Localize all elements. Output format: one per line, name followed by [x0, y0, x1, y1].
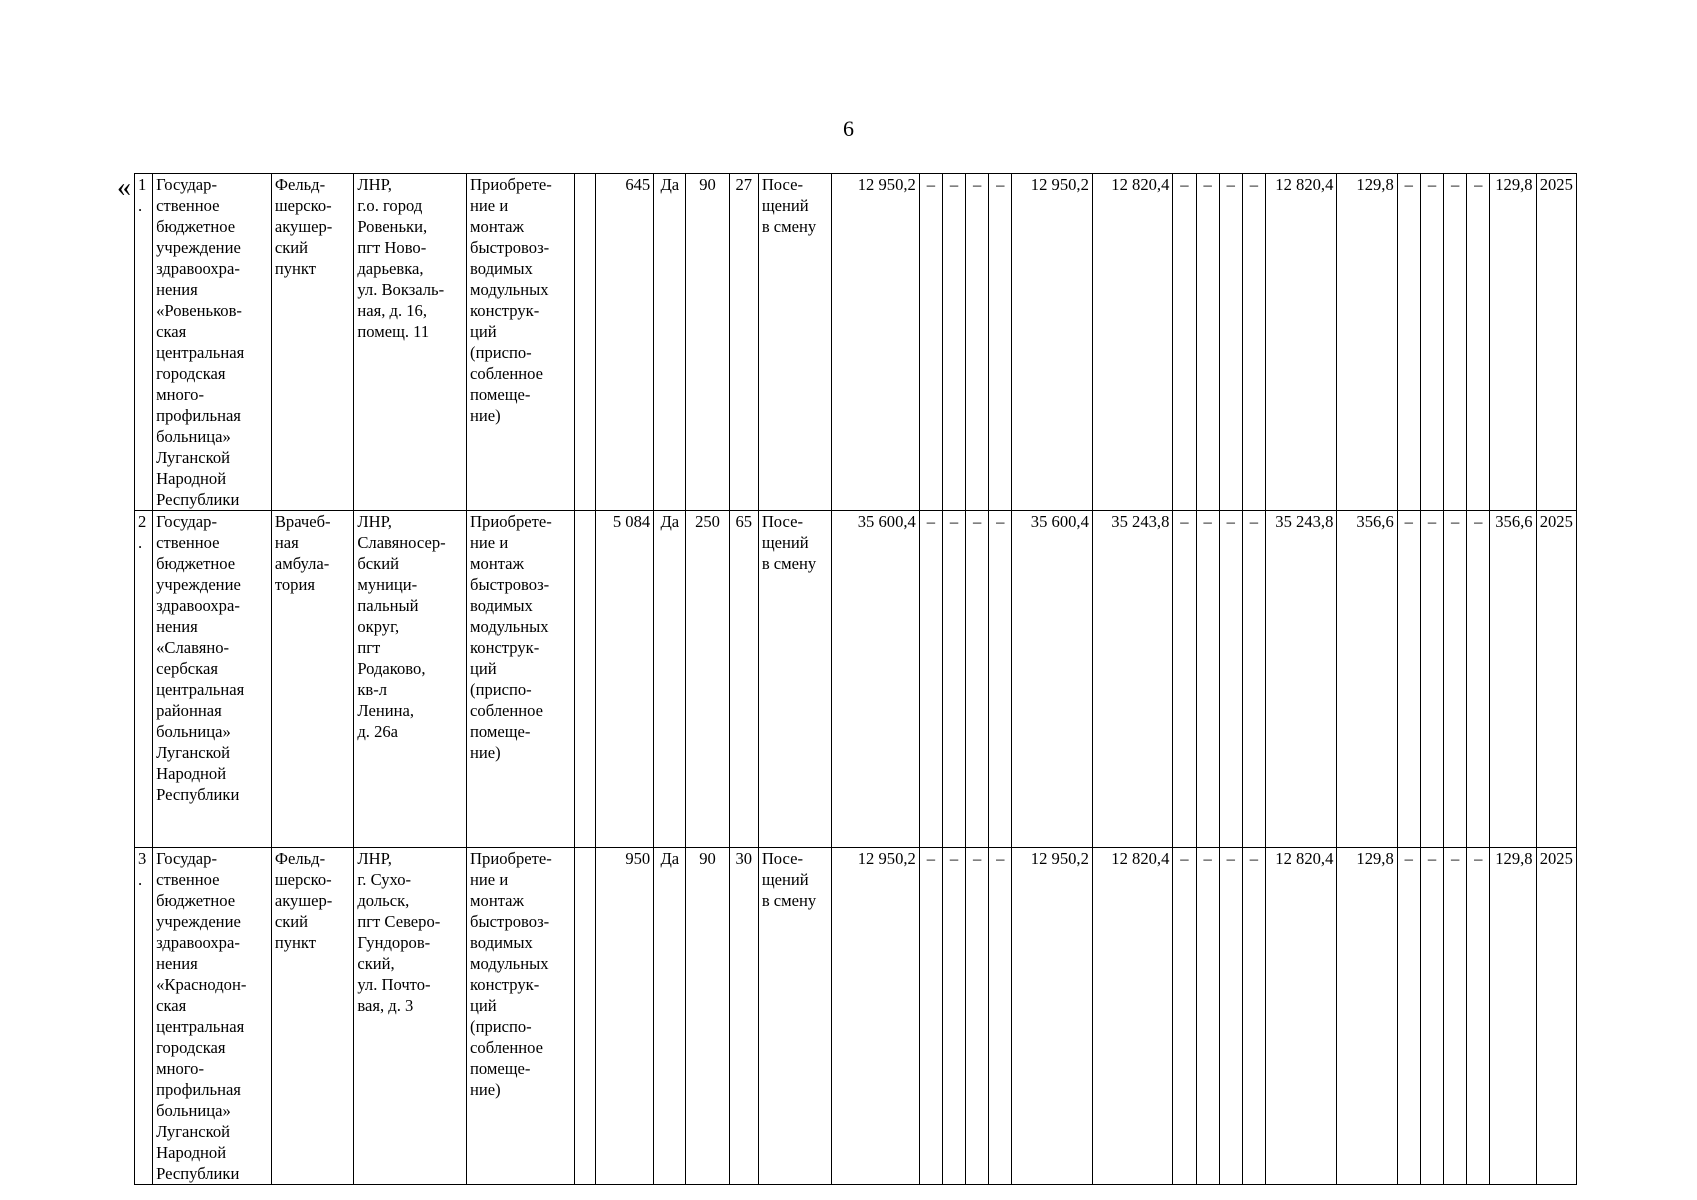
- dash-cell: –: [1397, 174, 1420, 511]
- regional-funds-2025: 129,8: [1490, 848, 1536, 1185]
- dash-cell: –: [1397, 511, 1420, 848]
- dash-cell: –: [1467, 511, 1490, 848]
- dash-cell: –: [1242, 848, 1265, 1185]
- planned-action: Приобрете- ние и монтаж быстровоз- водимых модульных конструк- ций (приспо- собленное помеще- ние): [467, 511, 575, 848]
- dash-cell: –: [1196, 511, 1219, 848]
- institution-name: Государ- ственное бюджетное учреждение здравоохра- нения «Славяно- сербская центральная районная больница» Луганской Народной Республики: [153, 511, 272, 848]
- facility-type: Врачеб- ная амбула- тория: [271, 511, 354, 848]
- regional-funds: 129,8: [1337, 174, 1397, 511]
- capacity-value: 90: [686, 848, 729, 1185]
- dash-cell: –: [1420, 848, 1443, 1185]
- facility-address: ЛНР, Славяносер- бский муници- пальный округ, пгт Родаково, кв-л Ленина, д. 26а: [354, 511, 467, 848]
- federal-funds-2025: 12 820,4: [1265, 174, 1336, 511]
- dash-cell: –: [1173, 174, 1196, 511]
- federal-funds-2025: 12 820,4: [1265, 848, 1336, 1185]
- dash-cell: –: [1173, 848, 1196, 1185]
- staff-value: 65: [729, 511, 758, 848]
- dash-cell: –: [966, 174, 989, 511]
- table-body: [135, 174, 1577, 1185]
- dash-cell: –: [966, 511, 989, 848]
- dash-cell: –: [1420, 511, 1443, 848]
- facility-address: ЛНР, г. Сухо- дольск, пгт Северо- Гундоров- ский, ул. Почто- вая, д. 3: [354, 848, 467, 1185]
- blank-cell: [574, 511, 595, 848]
- opening-quote-mark: «: [117, 172, 131, 203]
- area-value: 950: [595, 848, 653, 1185]
- dash-cell: –: [919, 848, 942, 1185]
- facilities-table: [134, 173, 1577, 1185]
- capacity-value: 90: [686, 174, 729, 511]
- dash-cell: –: [1242, 511, 1265, 848]
- dash-cell: –: [1196, 174, 1219, 511]
- dash-cell: –: [989, 848, 1012, 1185]
- capacity-unit: Посе- щений в смену: [758, 848, 831, 1185]
- dash-cell: –: [1467, 174, 1490, 511]
- dash-cell: –: [1444, 174, 1467, 511]
- dash-cell: –: [1173, 511, 1196, 848]
- dash-cell: –: [942, 174, 965, 511]
- dash-cell: –: [1219, 848, 1242, 1185]
- area-value: 645: [595, 174, 653, 511]
- completion-year: 2025: [1536, 511, 1576, 848]
- capacity-unit: Посе- щений в смену: [758, 174, 831, 511]
- federal-funds: 35 243,8: [1092, 511, 1173, 848]
- total-cost-2025: 12 950,2: [1012, 174, 1093, 511]
- dash-cell: –: [919, 511, 942, 848]
- table-row: [135, 848, 1577, 1185]
- flag-value: Да: [654, 511, 686, 848]
- institution-name: Государ- ственное бюджетное учреждение здравоохра- нения «Краснодон- ская центральная городская много- профильная больница» Луганской Народной Республики: [153, 848, 272, 1185]
- federal-funds: 12 820,4: [1092, 174, 1173, 511]
- facility-type: Фельд- шерско- акушер- ский пункт: [271, 848, 354, 1185]
- table-row: [135, 511, 1577, 848]
- dash-cell: –: [989, 511, 1012, 848]
- flag-value: Да: [654, 848, 686, 1185]
- dash-cell: –: [966, 848, 989, 1185]
- dash-cell: –: [1397, 848, 1420, 1185]
- blank-cell: [574, 174, 595, 511]
- institution-name: Государ- ственное бюджетное учреждение здравоохра- нения «Ровеньков- ская центральная городская много- профильная больница» Луганской Народной Республики: [153, 174, 272, 511]
- staff-value: 30: [729, 848, 758, 1185]
- dash-cell: –: [1444, 511, 1467, 848]
- dash-cell: –: [1219, 511, 1242, 848]
- capacity-unit: Посе- щений в смену: [758, 511, 831, 848]
- planned-action: Приобрете- ние и монтаж быстровоз- водимых модульных конструк- ций (приспо- собленное помеще- ние): [467, 848, 575, 1185]
- facility-type: Фельд- шерско- акушер- ский пункт: [271, 174, 354, 511]
- row-number: 1.: [135, 174, 153, 511]
- staff-value: 27: [729, 174, 758, 511]
- completion-year: 2025: [1536, 848, 1576, 1185]
- regional-funds: 356,6: [1337, 511, 1397, 848]
- dash-cell: –: [1219, 174, 1242, 511]
- total-cost: 35 600,4: [832, 511, 920, 848]
- total-cost: 12 950,2: [832, 174, 920, 511]
- row-number: 2.: [135, 511, 153, 848]
- area-value: 5 084: [595, 511, 653, 848]
- federal-funds: 12 820,4: [1092, 848, 1173, 1185]
- dash-cell: –: [1242, 174, 1265, 511]
- page-number: 6: [843, 116, 854, 141]
- completion-year: 2025: [1536, 174, 1576, 511]
- facility-address: ЛНР, г.о. город Ровеньки, пгт Ново- дарьевка, ул. Вокзаль- ная, д. 16, помещ. 11: [354, 174, 467, 511]
- federal-funds-2025: 35 243,8: [1265, 511, 1336, 848]
- dash-cell: –: [942, 511, 965, 848]
- dash-cell: –: [1444, 848, 1467, 1185]
- dash-cell: –: [1467, 848, 1490, 1185]
- dash-cell: –: [919, 174, 942, 511]
- regional-funds-2025: 356,6: [1490, 511, 1536, 848]
- regional-funds: 129,8: [1337, 848, 1397, 1185]
- blank-cell: [574, 848, 595, 1185]
- total-cost-2025: 12 950,2: [1012, 848, 1093, 1185]
- dash-cell: –: [1420, 174, 1443, 511]
- total-cost: 12 950,2: [832, 848, 920, 1185]
- dash-cell: –: [989, 174, 1012, 511]
- dash-cell: –: [1196, 848, 1219, 1185]
- total-cost-2025: 35 600,4: [1012, 511, 1093, 848]
- capacity-value: 250: [686, 511, 729, 848]
- table-row: [135, 174, 1577, 511]
- dash-cell: –: [942, 848, 965, 1185]
- regional-funds-2025: 129,8: [1490, 174, 1536, 511]
- flag-value: Да: [654, 174, 686, 511]
- row-number: 3.: [135, 848, 153, 1185]
- planned-action: Приобрете- ние и монтаж быстровоз- водимых модульных конструк- ций (приспо- собленное помеще- ние): [467, 174, 575, 511]
